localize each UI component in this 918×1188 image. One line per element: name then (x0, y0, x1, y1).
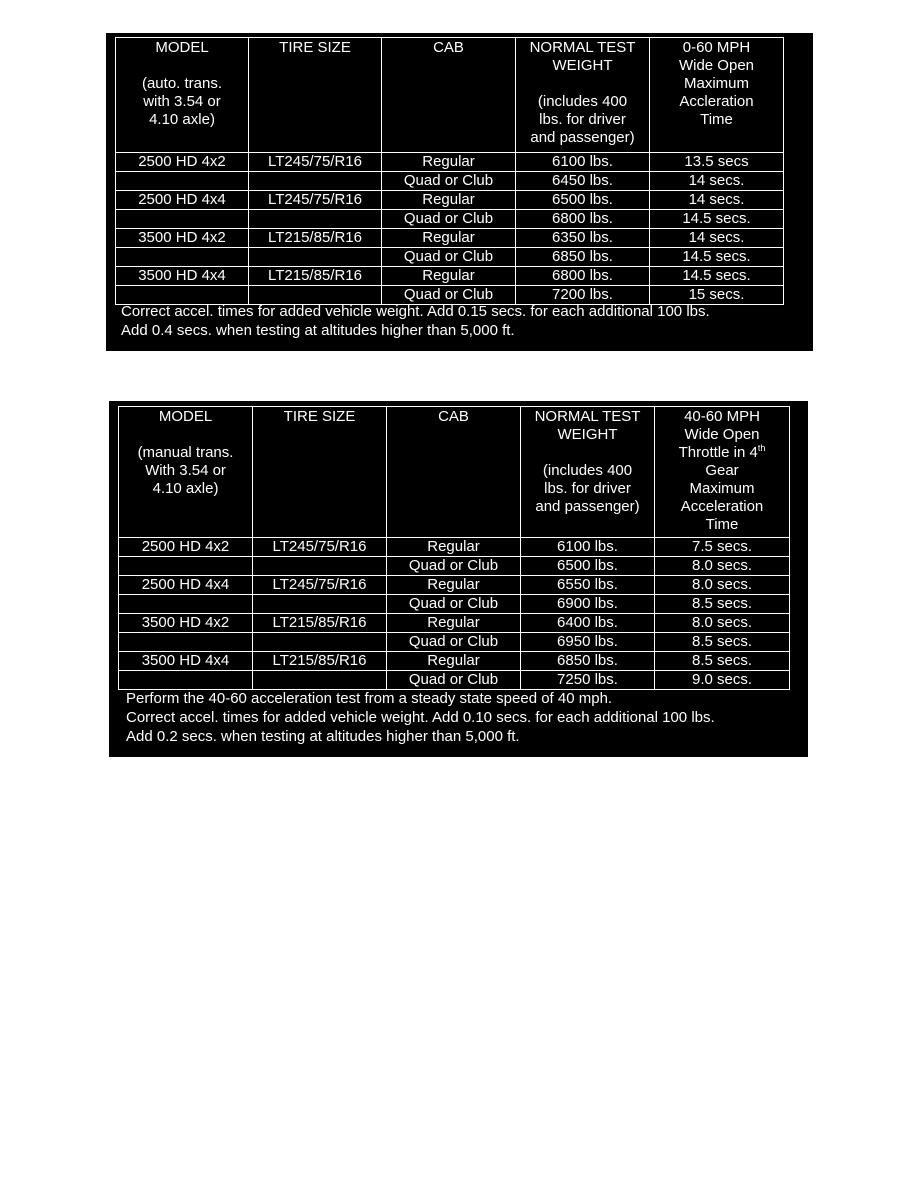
cell-tire-size: LT245/75/R16 (253, 538, 387, 557)
cell-cab: Quad or Club (387, 595, 521, 614)
cell-model (119, 671, 253, 690)
cell-model: 3500 HD 4x2 (119, 614, 253, 633)
cell-test-weight: 6900 lbs. (521, 595, 655, 614)
cell-tire-size (253, 557, 387, 576)
cell-tire-size: LT215/85/R16 (253, 614, 387, 633)
cell-accel-time: 14 secs. (650, 172, 784, 191)
cell-accel-time: 8.0 secs. (655, 614, 790, 633)
header-cab: CAB (382, 38, 516, 153)
table-row (119, 557, 790, 576)
header-weight (521, 407, 655, 538)
cell-test-weight: 6100 lbs. (521, 538, 655, 557)
cell-model: 3500 HD 4x2 (116, 229, 249, 248)
cell-accel-time: 8.5 secs. (655, 652, 790, 671)
cell-model: 3500 HD 4x4 (116, 267, 249, 286)
header-accel-time (655, 407, 790, 538)
table-row (119, 595, 790, 614)
auto-trans-notes (121, 302, 710, 340)
header-weight-line: and passenger) (530, 129, 635, 146)
cell-accel-time: 8.0 secs. (655, 557, 790, 576)
cell-test-weight: 7250 lbs. (521, 671, 655, 690)
note-line: Add 0.2 secs. when testing at altitudes higher than 5,000 ft. (126, 728, 520, 745)
cell-test-weight: 6800 lbs. (516, 267, 650, 286)
auto-trans-spec-table (115, 37, 784, 305)
header-time-line: 0-60 MPH (682, 39, 751, 56)
header-model-line: MODEL (158, 408, 213, 425)
cell-test-weight: 7200 lbs. (516, 286, 650, 305)
cell-model (116, 172, 249, 191)
header-model-line: 4.10 axle) (152, 480, 219, 497)
header-time-line: Wide Open (678, 57, 755, 74)
cell-model (116, 248, 249, 267)
table-row (119, 576, 790, 595)
header-model-line: (manual trans. (137, 444, 234, 461)
cell-tire-size: LT245/75/R16 (253, 576, 387, 595)
header-time-line (657, 444, 787, 462)
manual-trans-notes (126, 689, 715, 746)
header-weight (516, 38, 650, 153)
cell-test-weight: 6400 lbs. (521, 614, 655, 633)
header-time-line: Wide Open (684, 426, 760, 443)
header-time-line: Maximum (683, 75, 749, 92)
cell-accel-time: 7.5 secs. (655, 538, 790, 557)
cell-model: 2500 HD 4x4 (119, 576, 253, 595)
cell-accel-time: 8.5 secs. (655, 595, 790, 614)
cell-tire-size: LT215/85/R16 (253, 652, 387, 671)
header-time-line: Maximum (689, 480, 755, 497)
table-row (119, 538, 790, 557)
cell-cab: Quad or Club (387, 671, 521, 690)
cell-test-weight: 6350 lbs. (516, 229, 650, 248)
cell-accel-time: 15 secs. (650, 286, 784, 305)
header-accel-time (650, 38, 784, 153)
header-model-line: 4.10 axle) (149, 111, 215, 128)
cell-test-weight: 6800 lbs. (516, 210, 650, 229)
header-tire-size: TIRE SIZE (249, 38, 382, 153)
cell-accel-time: 14 secs. (650, 229, 784, 248)
cell-test-weight: 6950 lbs. (521, 633, 655, 652)
cell-tire-size: LT215/85/R16 (249, 229, 382, 248)
note-line: Correct accel. times for added vehicle weight. Add 0.10 secs. for each additional 100 lbs. (126, 709, 715, 726)
cell-cab: Quad or Club (387, 633, 521, 652)
table-row (116, 267, 784, 286)
note-line: Add 0.4 secs. when testing at altitudes higher than 5,000 ft. (121, 322, 515, 339)
header-model (119, 407, 253, 538)
cell-accel-time: 14 secs. (650, 191, 784, 210)
header-time-line: 40-60 MPH (684, 408, 760, 425)
cell-model: 3500 HD 4x4 (119, 652, 253, 671)
cell-cab: Quad or Club (382, 210, 516, 229)
cell-tire-size (253, 633, 387, 652)
cell-test-weight: 6500 lbs. (521, 557, 655, 576)
header-time-text: Throttle in 4 (678, 444, 758, 461)
table-row (116, 229, 784, 248)
table-row (119, 614, 790, 633)
cell-tire-size (249, 172, 382, 191)
header-weight-line: NORMAL TEST (534, 408, 641, 425)
note-line: Correct accel. times for added vehicle weight. Add 0.15 secs. for each additional 100 lbs. (121, 303, 710, 320)
note-line: Perform the 40-60 acceleration test from a steady state speed of 40 mph. (126, 690, 613, 707)
cell-cab: Quad or Club (382, 172, 516, 191)
header-model (116, 38, 249, 153)
cell-model (119, 595, 253, 614)
header-model-line: With 3.54 or (145, 462, 226, 479)
cell-tire-size (249, 248, 382, 267)
table-row (116, 153, 784, 172)
cell-cab: Regular (382, 153, 516, 172)
cell-accel-time: 9.0 secs. (655, 671, 790, 690)
cell-cab: Regular (387, 538, 521, 557)
header-weight-line: (includes 400 (537, 93, 628, 110)
cell-cab: Regular (387, 576, 521, 595)
cell-test-weight: 6850 lbs. (516, 248, 650, 267)
cell-cab: Quad or Club (382, 248, 516, 267)
cell-model (119, 557, 253, 576)
table-row (116, 210, 784, 229)
header-time-line: Gear (705, 462, 739, 479)
cell-test-weight: 6500 lbs. (516, 191, 650, 210)
header-weight-line: WEIGHT (557, 426, 618, 443)
cell-tire-size: LT215/85/R16 (249, 267, 382, 286)
cell-test-weight: 6100 lbs. (516, 153, 650, 172)
header-weight-line: WEIGHT (552, 57, 613, 74)
header-weight-line: (includes 400 (542, 462, 633, 479)
cell-tire-size: LT245/75/R16 (249, 153, 382, 172)
header-model-line: (auto. trans. (141, 75, 223, 92)
header-weight-line: lbs. for driver (539, 111, 626, 128)
header-model-line: MODEL (155, 39, 209, 56)
cell-test-weight: 6850 lbs. (521, 652, 655, 671)
table-row (119, 633, 790, 652)
manual-trans-spec-table (118, 406, 790, 690)
cell-accel-time: 8.5 secs. (655, 633, 790, 652)
cell-model: 2500 HD 4x2 (116, 153, 249, 172)
table-row (119, 652, 790, 671)
header-weight-line: NORMAL TEST (529, 39, 636, 56)
header-time-line: Acceleration (680, 498, 764, 515)
cell-model (116, 210, 249, 229)
header-time-line: Time (700, 111, 733, 128)
cell-tire-size (249, 210, 382, 229)
cell-model: 2500 HD 4x4 (116, 191, 249, 210)
cell-accel-time: 14.5 secs. (650, 210, 784, 229)
header-weight-line: lbs. for driver (544, 480, 631, 497)
cell-tire-size (253, 671, 387, 690)
cell-accel-time: 14.5 secs. (650, 267, 784, 286)
cell-tire-size (253, 595, 387, 614)
header-time-line: Accleration (679, 93, 754, 110)
cell-accel-time: 14.5 secs. (650, 248, 784, 267)
table-row (119, 671, 790, 690)
auto-trans-spec-panel (106, 33, 813, 351)
cell-model (119, 633, 253, 652)
header-time-superscript: th (757, 443, 766, 453)
header-weight-line: and passenger) (535, 498, 640, 515)
cell-cab: Quad or Club (387, 557, 521, 576)
cell-model: 2500 HD 4x2 (119, 538, 253, 557)
cell-cab: Regular (382, 191, 516, 210)
cell-cab: Regular (382, 229, 516, 248)
cell-accel-time: 8.0 secs. (655, 576, 790, 595)
table-row (116, 248, 784, 267)
cell-cab: Regular (387, 652, 521, 671)
cell-cab: Regular (382, 267, 516, 286)
header-cab: CAB (387, 407, 521, 538)
header-model-line: with 3.54 or (143, 93, 221, 110)
table-row (116, 172, 784, 191)
header-time-line: Time (705, 516, 739, 533)
header-tire-size: TIRE SIZE (253, 407, 387, 538)
cell-tire-size: LT245/75/R16 (249, 191, 382, 210)
cell-cab: Regular (387, 614, 521, 633)
cell-test-weight: 6450 lbs. (516, 172, 650, 191)
cell-cab: Quad or Club (382, 286, 516, 305)
cell-accel-time: 13.5 secs (650, 153, 784, 172)
table-row (116, 191, 784, 210)
manual-trans-spec-panel (109, 401, 808, 757)
cell-test-weight: 6550 lbs. (521, 576, 655, 595)
